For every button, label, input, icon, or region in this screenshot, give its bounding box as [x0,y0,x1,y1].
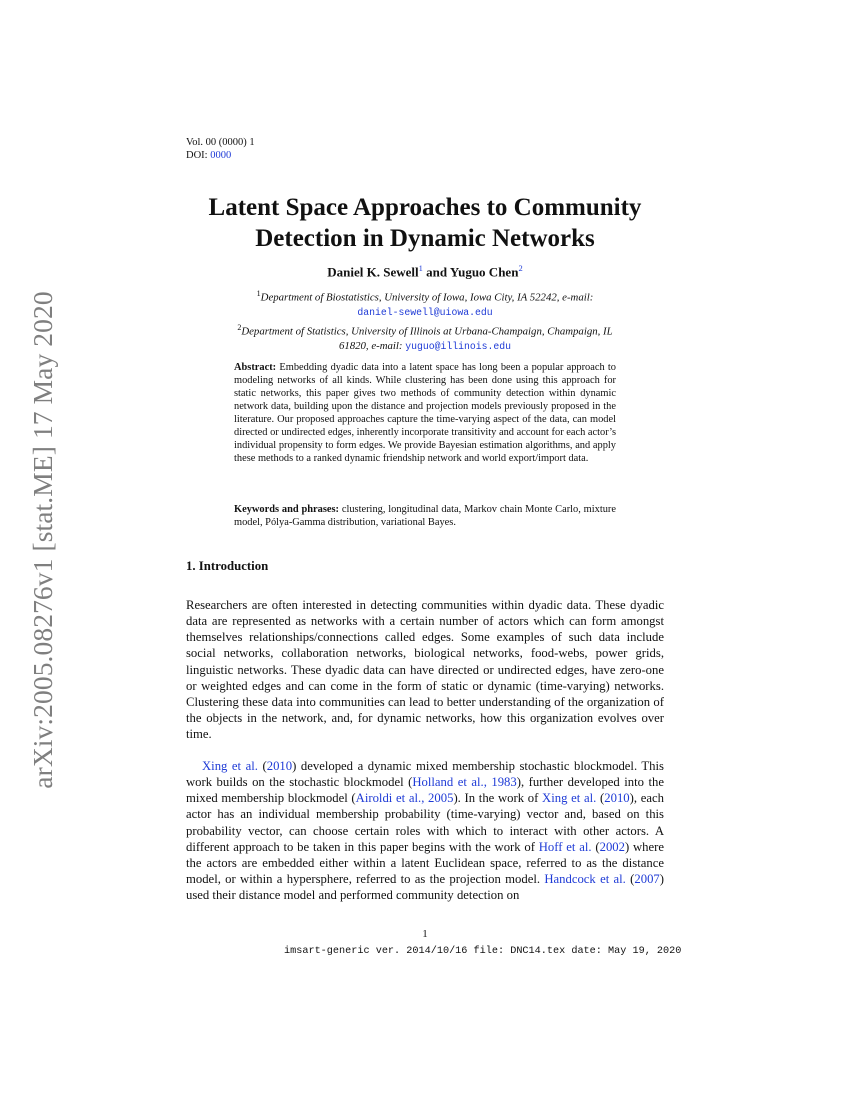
citation-xing-2010-second-year[interactable]: 2010 [604,791,630,806]
section-heading-introduction: 1. Introduction [186,559,269,573]
citation-xing-2010[interactable]: Xing et al. [202,759,258,773]
affiliation-2 [186,321,664,354]
intro-paragraph-1: Researchers are often interested in detecting communities within dyadic data. These dyadic data are represented as networks with a certain number of actors which can form amongst themselves relationships/connections called edges. Some examples of such data include social networks, collaboration networks, biological networks, food-webs, power grids, linguistic networks. These dyadic data can have directed or undirected edges, have zero-one or weighted edges and can come in the form of static or dynamic (time-varying) networks. Clustering these data into communities can lead to better understanding of the organization of the objects in the network, and, for dynamic networks, how this organization evolves over time. [186,598,664,742]
citation-holland-1983[interactable]: Holland et al., 1983 [412,775,517,790]
author-1-email-link[interactable]: daniel-sewell@uiowa.edu [357,306,493,318]
affiliation-1-mark: 1 [256,289,261,298]
title-line-2: Detection in Dynamic Networks [255,225,595,252]
author-conjunction: and [426,264,448,280]
abstract-label: Abstract: [234,362,277,373]
doi-label: DOI: [186,150,208,161]
arxiv-identifier: arXiv:2005.08276v1 [stat.ME] 17 May 2020 [27,291,58,789]
affiliation-2-text: Department of Statistics, University of Illinois at Urbana-Champaign, Champaign, IL [241,325,613,338]
abstract-text: Embedding dyadic data into a latent space has long been a popular approach to modeling networks of all kinds. While clustering has been done using this approach for static networks, this paper gives two methods of community detection within dynamic network data, building upon the distance and projection models previously proposed in the literature. Our proposed approaches capture the time-varying aspect of the data, can model directed or undirected edges, inherently incorporate transitivity and account for each actor’s individual propensity to form edges. We provide Bayesian estimation algorithms, and apply these methods to a ranked dynamic friendship network and world export/import data. [234,362,616,464]
author-2-email-link[interactable]: yuguo@illinois.edu [405,340,512,352]
citation-xing-2010-second[interactable]: Xing et al. [542,791,597,806]
paragraph-2-text-4: , each actor has an individual membership probability (time-varying) vector and, based on this probability vector, can choose certain roles with which to interact with other actors. A different approach to be taken in this paper begins with the work of [186,791,664,854]
affiliation-1 [186,287,664,320]
paragraph-2-text-1: developed a dynamic mixed membership stochastic blockmodel. This work builds on the stochastic blockmodel ( [186,759,664,790]
keywords [234,504,616,530]
paper-title [150,192,700,254]
author-1: Daniel K. Sewell [327,264,419,280]
affiliation-2-text-cont: 61820, e-mail: [338,339,403,352]
page-number: 1 [422,928,428,940]
arxiv-sidebar [18,280,68,800]
author-1-affiliation-link[interactable]: 1 [418,263,423,273]
volume-info: Vol. 00 (0000) 1 [186,137,255,148]
author-list [150,263,700,280]
citation-handcock-2007[interactable]: Handcock et al. [544,872,626,887]
intro-paragraph-2: Xing et al. (2010) developed a dynamic mixed membership stochastic blockmodel. This work builds on the stochastic blockmodel (Holland et al., 1983), further developed into the mixed membership blockmodel (Airoldi et al., 2005). In the work of Xing et al. (2010), each actor has an individual membership probability (time-varying) vector and, based on this probability vector, can choose certain roles with which to interact with other actors. A different approach to be taken in this paper begins with the work of Hoff et al. (2002) where the actors are embedded either within a latent Euclidean space, referred to as the distance model, or within a hypersphere, referred to as the projection model. Handcock et al. (2007) used their distance model and performed community detection on [186,759,664,903]
citation-hoff-2002-year[interactable]: 2002 [599,839,625,854]
author-2-affiliation-link[interactable]: 2 [518,263,523,273]
paragraph-2-text-5: where the actors are embedded either within a latent Euclidean space, referred to as the distance model, or within a hypersphere, referred to as the projection model. [186,839,664,887]
citation-hoff-2002[interactable]: Hoff et al. [538,839,592,854]
footer-file-info: imsart-generic ver. 2014/10/16 file: DNC14.tex date: May 19, 2020 [284,946,682,957]
doi-line [186,149,255,162]
citation-handcock-2007-year[interactable]: 2007 [634,872,660,887]
keywords-text: clustering, longitudinal data, Markov chain Monte Carlo, mixture model, Pólya-Gamma distribution, variational Bayes. [234,504,617,528]
author-2: Yuguo Chen [449,264,519,280]
paragraph-2-text-2: ), further developed into the mixed membership blockmodel ( [186,775,664,806]
keywords-label: Keywords and phrases: [234,504,339,515]
abstract [234,362,616,466]
affiliation-2-mark: 2 [237,323,242,332]
paragraph-2-text-3: ). In the work of [453,791,543,806]
affiliation-1-text: Department of Biostatistics, University of Iowa, Iowa City, IA 52242, e-mail: [260,291,594,304]
paragraph-2-text-6: used their distance model and performed community detection on [186,888,520,903]
doi-link[interactable]: 0000 [210,150,232,161]
title-line-1: Latent Space Approaches to Community [208,194,642,221]
citation-airoldi-2005[interactable]: Airoldi et al., 2005 [355,791,454,806]
citation-xing-2010-year[interactable]: 2010 [266,759,293,773]
journal-meta [186,136,255,162]
